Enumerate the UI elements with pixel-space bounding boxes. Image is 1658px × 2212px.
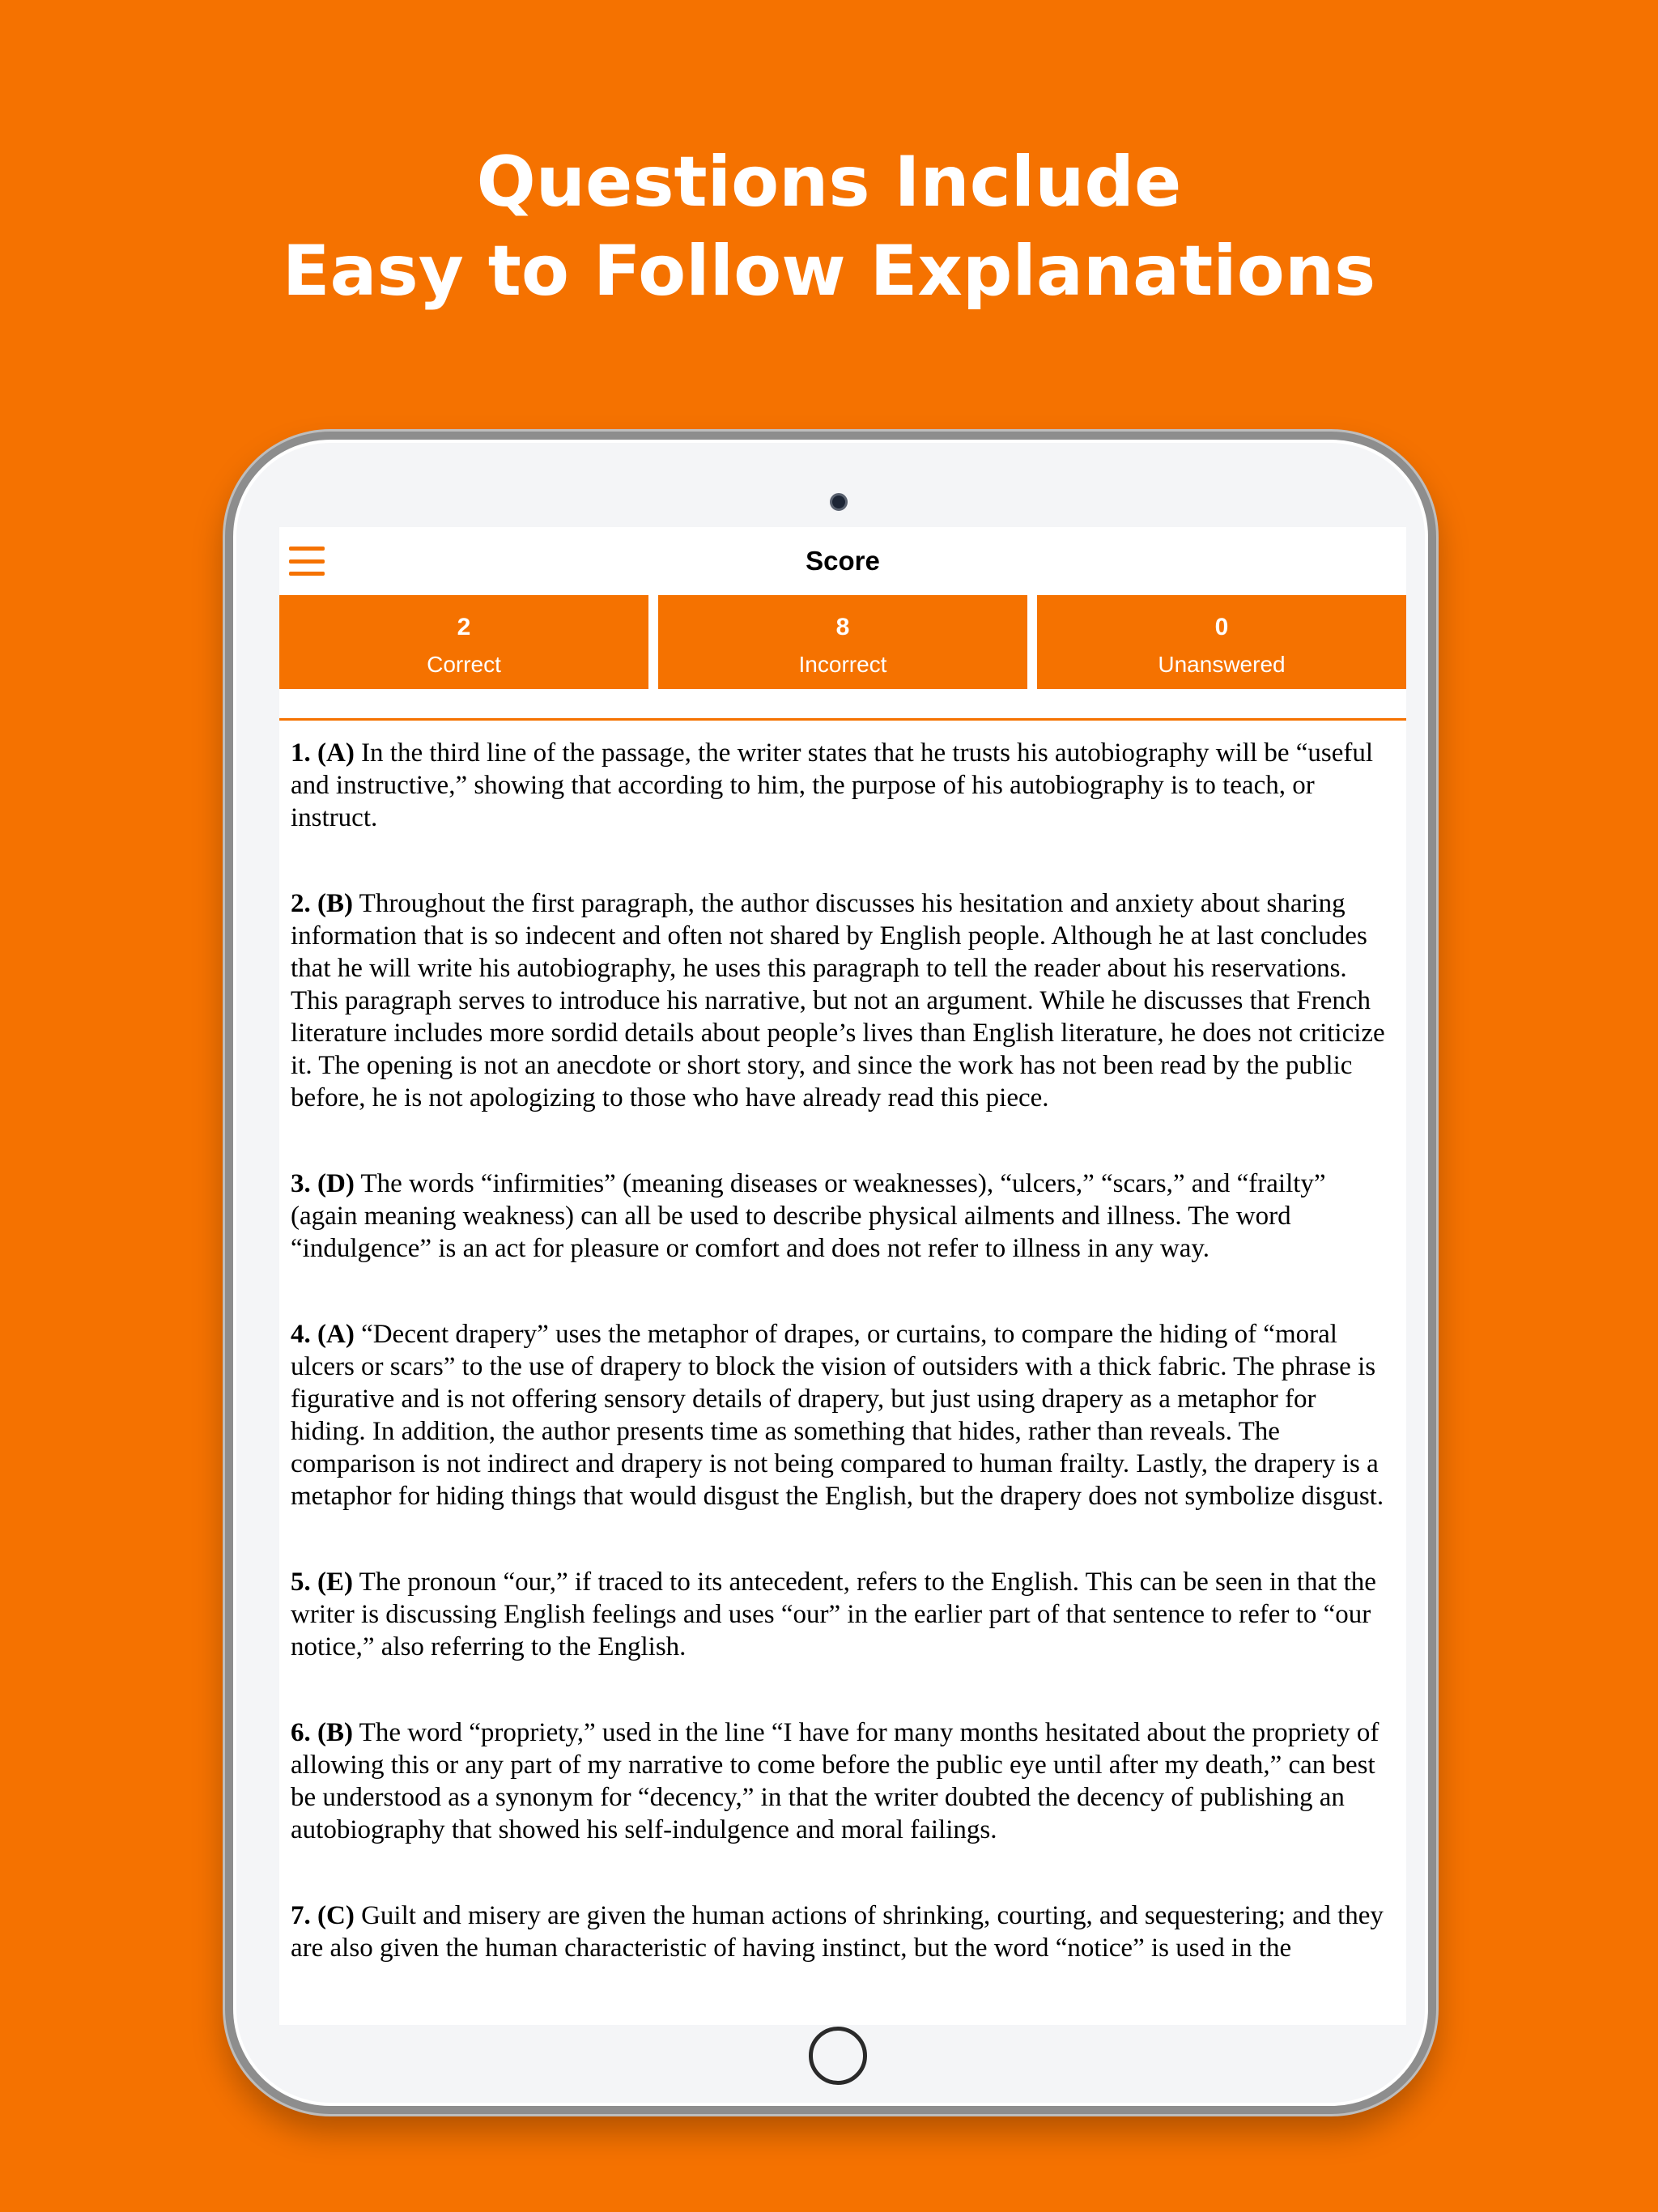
explanation-item	[291, 1899, 1395, 1964]
answer-key: 2. (B)	[291, 889, 353, 918]
answer-key: 1. (A)	[291, 738, 355, 768]
answer-key: 4. (A)	[291, 1320, 355, 1349]
incorrect-label: Incorrect	[798, 652, 887, 677]
incorrect-count: 8	[835, 614, 850, 640]
explanation-item	[291, 1318, 1395, 1512]
headline-line-1: Questions Include	[476, 142, 1182, 223]
correct-count: 2	[457, 614, 471, 640]
explanation-text: In the third line of the passage, the writer states that he trusts his autobiography will be “useful and instructive,” showing that according to him, the purpose of his autobiography is to teach, or instruct.	[291, 738, 1374, 832]
explanation-text: “Decent drapery” uses the metaphor of drapes, or curtains, to compare the hiding of “moral ulcers or scars” to the use of drapery to block the vision of outsiders with a thick fabric. The phrase is figurative and is not offering sensory details of drapery, but just using drapery as a metaphor for hiding. In addition, the author presents time as something that hides, rather than reveals. The comparison is not indirect and drapery is not being compared to human frailty. Lastly, the drapery is a metaphor for hiding things that would disgust the English, but the drapery does not symbolize disgust.	[291, 1320, 1384, 1511]
explanation-text: The words “infirmities” (meaning diseases or weaknesses), “ulcers,” “scars,” and “frailty” (again meaning weakness) can all be used to describe physical ailments and illness. The word “indulgence” is an act for pleasure or comfort and does not refer to illness in any way.	[291, 1169, 1326, 1263]
page-title: Score	[806, 546, 880, 576]
answer-key: 6. (B)	[291, 1718, 353, 1747]
explanation-text: Guilt and misery are given the human actions of shrinking, courting, and sequestering; and they are also given the human characteristic of having instinct, but the word “notice” is used in the	[291, 1901, 1384, 1963]
explanation-item	[291, 887, 1395, 1114]
explanation-text: Throughout the first paragraph, the author discusses his hesitation and anxiety about sharing information that is so indecent and often not shared by English people. Although he at last concludes that he will write his autobiography, he uses this paragraph to tell the reader about his reservations. This paragraph serves to introduce his narrative, but not an argument. While he discusses that French literature includes more sordid details about people’s lives than English literature, he does not criticize it. The opening is not an anecdote or short story, and since the work has not been read by the public before, he is not apologizing to those who have already read this piece.	[291, 889, 1385, 1112]
score-correct[interactable]	[279, 595, 648, 689]
explanation-item	[291, 1168, 1395, 1265]
navigation-bar	[279, 527, 1406, 595]
answer-key: 5. (E)	[291, 1568, 353, 1597]
unanswered-label: Unanswered	[1158, 652, 1286, 677]
app-screen	[279, 527, 1406, 2025]
explanation-item	[291, 737, 1395, 834]
answer-key: 7. (C)	[291, 1901, 355, 1930]
headline-line-2: Easy to Follow Explanations	[282, 231, 1376, 312]
score-summary	[279, 595, 1406, 689]
unanswered-count: 0	[1214, 614, 1229, 640]
explanation-item	[291, 1566, 1395, 1663]
answer-key: 3. (D)	[291, 1169, 355, 1198]
correct-label: Correct	[427, 652, 501, 677]
explanation-list[interactable]	[279, 721, 1406, 1964]
explanation-item	[291, 1716, 1395, 1846]
headline	[0, 138, 1658, 316]
score-unanswered[interactable]	[1037, 595, 1406, 689]
tablet-frame	[225, 432, 1436, 2114]
camera-icon	[830, 493, 848, 511]
explanation-text: The pronoun “our,” if traced to its antecedent, refers to the English. This can be seen in that the writer is discussing English feelings and uses “our” in the earlier part of that sentence to refer to “our notice,” also referring to the English.	[291, 1568, 1376, 1661]
home-button[interactable]	[809, 2027, 867, 2085]
score-incorrect[interactable]	[658, 595, 1027, 689]
explanation-text: The word “propriety,” used in the line “I have for many months hesitated about the propriety of allowing this or any part of my narrative to come before the public eye until after my death,” can best be understood as a synonym for “decency,” in that the writer doubted the decency of publishing an autobiography that showed his self-indulgence and moral failings.	[291, 1718, 1380, 1844]
